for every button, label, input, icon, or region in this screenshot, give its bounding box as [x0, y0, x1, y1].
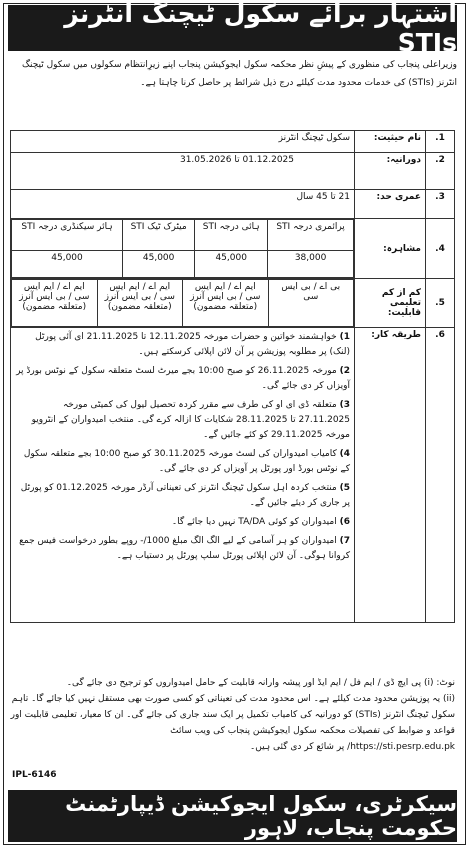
qualification-item: ایم اے / ایم ایس سی / بی ایس آنرز (متعلقہ مضمون) [97, 280, 183, 327]
row-label: کم از کم تعلیمی قابلیت: [355, 279, 426, 328]
row-label: مشاہرہ: [355, 219, 426, 279]
procedure-cell [11, 328, 355, 623]
table-row [11, 328, 455, 623]
qualification-item: ایم اے / ایم ایس سی / بی ایس آنرز (متعلقہ مضمون) [183, 280, 269, 327]
salary-amount: 45,000 [12, 251, 123, 278]
row-number: 2. [426, 153, 455, 190]
row-number: 6. [426, 328, 455, 623]
note-2: (ii) یہ پوزیشن محدود مدت کیلئے ہے۔ اس محدود مدت کی تعیناتی کو کسی صورت بھی مستقل نہیں کیا جائے گا۔ تاہم سکول ٹیچنگ انٹرنز (STIs) کو دورانیہ کی کامیاب تکمیل پر ایک سند جاری کی جائے گی۔ ان کا معیار، تعلیمی قابلیت اور قواعد و ضوابط کی تفصیلات محکمہ سکول ایجوکیشن پنجاب کی ویب سائٹ [10, 694, 455, 736]
row-label: نام حیثیت: [355, 131, 426, 153]
procedure-step: 1) خواہشمند خواتین و حضرات مورخہ 12.11.2025 تا 21.11.2025 ای آئی پورٹل (لنک) پر مطلوبہ پوزیشن پر آن لائن اپلائی کرسکتے ہیں۔ [35, 332, 350, 357]
row-label: طریقہ کار: [355, 328, 426, 623]
procedure-step: 4) کامیاب امیدواران کی لسٹ مورخہ 30.11.2025 کو صبح 10:00 بجے متعلقہ سکول کے نوٹس بورڈ اور پورٹل پر آویزاں کر دی جائے گی۔ [23, 449, 350, 474]
salary-cell [11, 219, 355, 279]
row-number: 3. [426, 190, 455, 219]
salary-amount: 45,000 [123, 251, 195, 278]
row-number: 5. [426, 279, 455, 328]
salary-amount: 38,000 [268, 251, 354, 278]
salary-header: پرائمری درجہ STI [268, 220, 354, 251]
intro-paragraph: وزیراعلی پنجاب کی منظوری کے پیشِ نظر محکمہ سکول ایجوکیشن پنجاب اپنے زیرِانتظام سکولوں میں سکول ٹیچنگ انٹرنز (STIs) کی خدمات محدود مدت کیلئے درج ذیل شرائط پر حاصل کرنا چاہتا ہے۔ [21, 60, 457, 88]
qualification-table [11, 279, 354, 327]
row-value: 21 تا 45 سال [11, 190, 355, 219]
note-1: نوٹ: (i) پی ایچ ڈی / ایم فل / ایم ایڈ اور پیشہ وارانہ قابلیت کے حامل امیدواروں کو ترجیح دی جائے گی۔ [66, 678, 455, 688]
salary-header: ہائر سیکنڈری درجہ STI [12, 220, 123, 251]
row-number: 1. [426, 131, 455, 153]
procedure-step: 3) متعلقہ ڈی ای او کی طرف سے مقرر کردہ تحصیل لیول کی کمیٹی مورخہ 27.11.2025 تا 28.11.2025 شکایات کا ازالہ کرے گی۔ منتخب امیدواران کے انٹرویو مورخہ 29.11.2025 کو کئے جائیں گے۔ [31, 400, 350, 440]
table-row [11, 131, 455, 153]
note-3: https://sti.pesrp.edu.pk/ پر شائع کر دی گئی ہیں۔ [250, 742, 455, 752]
qualification-item: بی اے / بی ایس سی [268, 280, 354, 327]
row-value: 01.12.2025 تا 31.05.2026 [11, 153, 355, 190]
procedure-step: 7) امیدواران کو ہر آسامی کے لیے الگ الگ مبلغ 1000/- روپے بطور درخواست فیس جمع کروانا ہوگی۔ آن لائن اپلائی پورٹل سلپ پورٹل پر دستیاب ہے۔ [19, 536, 350, 561]
notes-section [10, 675, 455, 755]
procedure-step: 5) منتخب کردہ اہل سکول ٹیچنگ انٹرنز کی تعیناتی آرڈر مورخہ 01.12.2025 کو پورٹل پر جاری کر دیئے جائیں گے۔ [20, 483, 350, 508]
row-label: دورانیہ: [355, 153, 426, 190]
terms-table [10, 130, 455, 623]
salary-amount: 45,000 [195, 251, 268, 278]
qualification-cell [11, 279, 355, 328]
reference-number: IPL-6146 [12, 770, 57, 780]
procedure-step: 2) مورخہ 26.11.2025 کو صبح 10:00 بجے میرٹ لسٹ متعلقہ سکول کے نوٹس بورڈ پر آویزاں کر دی جائے گی۔ [16, 366, 350, 391]
table-row [11, 219, 455, 279]
qualification-item: ایم اے / ایم ایس سی / بی ایس آنرز (متعلقہ مضمون) [12, 280, 98, 327]
salary-header: ہائی درجہ STI [195, 220, 268, 251]
table-row [11, 153, 455, 190]
table-row [11, 190, 455, 219]
table-row [11, 279, 455, 328]
salary-header: میٹرک ٹیک STI [123, 220, 195, 251]
row-number: 4. [426, 219, 455, 279]
advertisement-title: اشتہار برائے سکول ٹیچنگ انٹرنز STIs [8, 5, 457, 51]
salary-table [11, 219, 354, 278]
row-value: سکول ٹیچنگ انٹرنز [11, 131, 355, 153]
issuer-footer: سیکرٹری، سکول ایجوکیشن ڈیپارٹمنٹ حکومت پنجاب، لاہور [8, 790, 457, 842]
row-label: عمری حد: [355, 190, 426, 219]
procedure-step: 6) امیدواران کو کوئی TA/DA نہیں دیا جائے گا۔ [171, 517, 350, 527]
